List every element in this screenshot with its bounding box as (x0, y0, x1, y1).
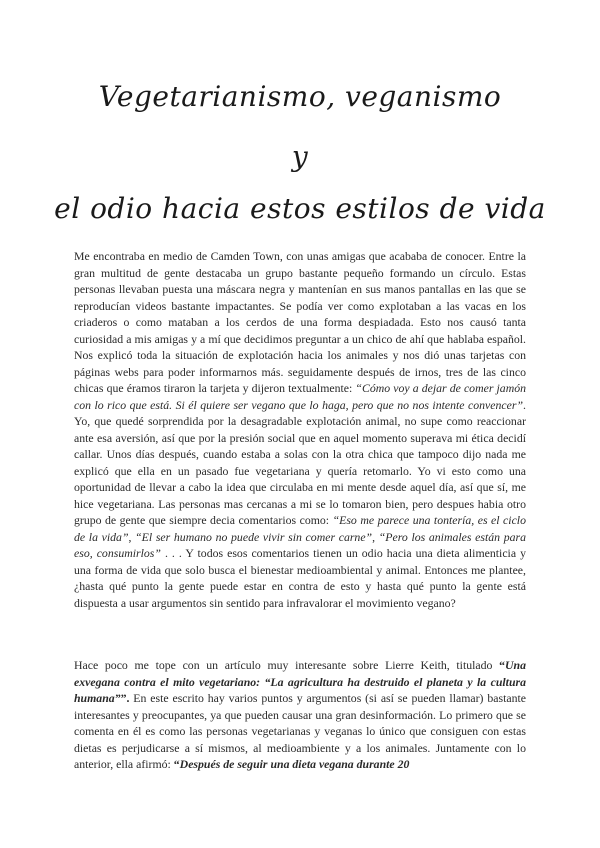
p1-text-5: . . . Y todos esos comentarios tienen un odio hacia una dieta alimenticia y una forma de vida que solo busca el bienestar medioambiental y animal. Entonces me plantee, ¿hasta qué punto la gente puede estar en contra de esto y hasta qué punto la gente está dispuesta a usar argumentos sin sentido para infravalorar el movimiento vegano? (74, 546, 526, 610)
p1-quote-1: “Cómo voy a dejar de comer jamón con lo rico que está. Si él quiere ser vegano que lo haga, pero que no nos intente convencer” (74, 381, 527, 412)
p2-open-quote: “ (499, 658, 506, 672)
p1-text-4: , (372, 529, 379, 544)
p1-quote-2: “Eso me parece una tontería, es el ciclo de la vida” (74, 513, 526, 544)
p2-text-2: En este escrito hay varios puntos y argumentos (si así se pueden llamar) bastante interesantes y preocupantes, ya que pueden causar una gran desinformación. Lo primero que se comenta en él es como las personas vegetarianas y veganas lo único que consiguen con estas dietas es perjudicarse a sí mismos, al medioambiente y a los animales. Juntamente con lo anterior, ella afirmó: (74, 691, 526, 771)
p1-quote-3: “El ser humano no puede vivir sin comer carne” (135, 529, 373, 544)
p2-open-quote-2: “ (173, 757, 180, 771)
p1-text-3: , (128, 529, 136, 544)
p2-article-title: Una exvegana contra el mito vegetariano: “La agricultura ha destruido el planeta y la cultura humana” (74, 658, 526, 705)
title-line-1: Vegetarianismo, veganismo (98, 80, 502, 113)
title-line-2: y (291, 140, 309, 173)
p2-close-quote: ”. (120, 691, 130, 705)
p2-citation: Después de seguir una dieta vegana durante 20 (179, 757, 410, 771)
title-line-3: el odio hacia estos estilos de vida (54, 192, 546, 225)
paragraph-1 (74, 248, 526, 611)
p1-text-2: . Yo, que quedé sorprendida por la desagradable explotación animal, no supe como reaccionar ante esa aversión, así que por la presión social que en aquel momento superava mi ética decidí callar. Unos días después, cuando estaba a solas con la otra chica que tampoco dijo nada me explicó que ella en un pasado fue vegetariana y quería retomarlo. Yo vi esto como una oportunidad de llevar a cabo la idea que circulaba en mi mente desde aquel día, así que sí, me hice vegetariana. Las personas mas cercanas a mi se lo tomaron bien, pero despues habia otro grupo de gente que siempre decia comentarios como: (74, 397, 526, 527)
p1-text-1: Me encontraba en medio de Camden Town, con unas amigas que acababa de conocer. Entre la gran multitud de gente destacaba un grupo bastante pequeño formando un círculo. Estas personas llevaban puesta una máscara negra y mantenían en sus manos pantallas en las que se reproducían videos bastante impactantes. Se podía ver como explotaban a las vacas en los criaderos o como mataban a los cerdos de una forma despiadada. Esto nos causó tanta curiosidad a mis amigas y a mí que decidimos preguntar a un chico de ahí que hablaba español. Nos explicó toda la situación de explotación hacia los animales y nos dió unas tarjetas con páginas webs para poder informarnos más. seguidamente después de irnos, tres de las cinco chicas que éramos tiraron la tarjeta y dijeron textualmente: (74, 249, 526, 395)
paragraph-2 (74, 657, 526, 773)
p1-quote-4: “Pero los animales están para eso, consumirlos” (74, 529, 526, 560)
p2-text-1: Hace poco me tope con un artículo muy interesante sobre Lierre Keith, titulado (74, 658, 500, 672)
